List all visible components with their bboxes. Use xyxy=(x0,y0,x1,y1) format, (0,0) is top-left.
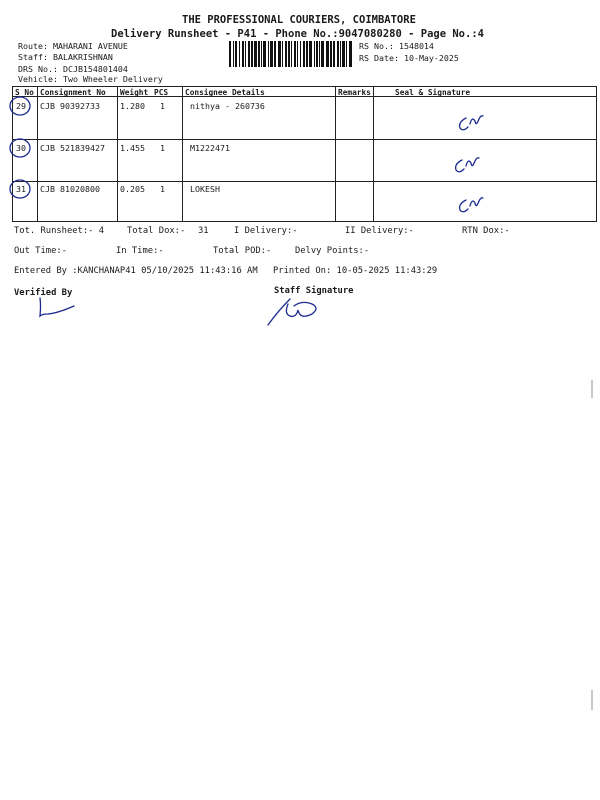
row-pcs: 1 xyxy=(160,143,165,153)
col-header-consignment: Consignment No xyxy=(40,88,106,97)
in-time: In Time:- xyxy=(116,246,164,256)
row-sno: 29 xyxy=(16,101,26,111)
total-dox-value: 31 xyxy=(198,226,209,236)
company-title: THE PROFESSIONAL COURIERS, COIMBATORE xyxy=(182,14,416,26)
col-header-pcs: PCS xyxy=(154,88,169,97)
row-consignee: M1222471 xyxy=(190,143,230,153)
rs-date: RS Date: 10-May-2025 xyxy=(359,53,459,63)
verified-by-label: Verified By xyxy=(14,288,73,298)
row-consignee: LOKESH xyxy=(190,184,220,194)
row-pcs: 1 xyxy=(160,184,165,194)
ii-delivery: II Delivery:- xyxy=(345,226,414,236)
staff-label: Staff: BALAKRISHNAN xyxy=(18,52,113,62)
runsheet-title: Delivery Runsheet - P41 - Phone No.:9047080280 - Page No.:4 xyxy=(111,28,484,40)
scan-edge-mark xyxy=(591,380,593,398)
circle-mark-icon xyxy=(10,97,30,115)
rs-number: RS No.: 1548014 xyxy=(359,41,434,51)
total-pod: Total POD:- xyxy=(213,246,272,256)
row-consignee: nithya - 260736 xyxy=(190,101,265,111)
col-header-sno: S No xyxy=(15,88,34,97)
row-consignment: CJB 521839427 xyxy=(40,143,105,153)
vehicle-label: Vehicle: Two Wheeler Delivery xyxy=(18,74,163,84)
recipient-signature-icon xyxy=(460,198,483,212)
out-time: Out Time:- xyxy=(14,246,67,256)
tot-runsheet: Tot. Runsheet:- 4 xyxy=(14,226,105,236)
recipient-signature-icon xyxy=(460,116,483,130)
col-header-seal-signature: Seal & Signature xyxy=(395,88,471,97)
row-consignment: CJB 90392733 xyxy=(40,101,100,111)
staff-signature-label: Staff Signature xyxy=(274,286,354,296)
col-header-weight: Weight xyxy=(120,88,149,97)
row-pcs: 1 xyxy=(160,101,165,111)
i-delivery: I Delivery:- xyxy=(234,226,298,236)
drs-number: DRS No.: DCJB154801404 xyxy=(18,64,128,74)
circle-mark-icon xyxy=(10,139,30,157)
col-header-remarks: Remarks xyxy=(338,88,371,97)
entered-by: Entered By :KANCHANAP41 05/10/2025 11:43:16 AM xyxy=(14,266,258,276)
row-sno: 31 xyxy=(16,184,26,194)
delvy-points: Delvy Points:- xyxy=(295,246,370,256)
circle-mark-icon xyxy=(10,180,30,198)
total-dox-label: Total Dox:- xyxy=(127,226,186,236)
rtn-dox: RTN Dox:- xyxy=(462,226,510,236)
scan-edge-mark xyxy=(591,690,593,710)
row-sno: 30 xyxy=(16,143,26,153)
staff-signature-icon xyxy=(268,299,316,325)
route-label: Route: MAHARANI AVENUE xyxy=(18,41,128,51)
col-header-consignee: Consignee Details xyxy=(185,88,265,97)
row-weight: 1.455 xyxy=(120,143,145,153)
printed-on: Printed On: 10-05-2025 11:43:29 xyxy=(273,266,438,276)
row-weight: 1.280 xyxy=(120,101,145,111)
verifier-signature-icon xyxy=(40,298,74,316)
row-weight: 0.205 xyxy=(120,184,145,194)
recipient-signature-icon xyxy=(456,158,479,172)
row-consignment: CJB 81020800 xyxy=(40,184,100,194)
